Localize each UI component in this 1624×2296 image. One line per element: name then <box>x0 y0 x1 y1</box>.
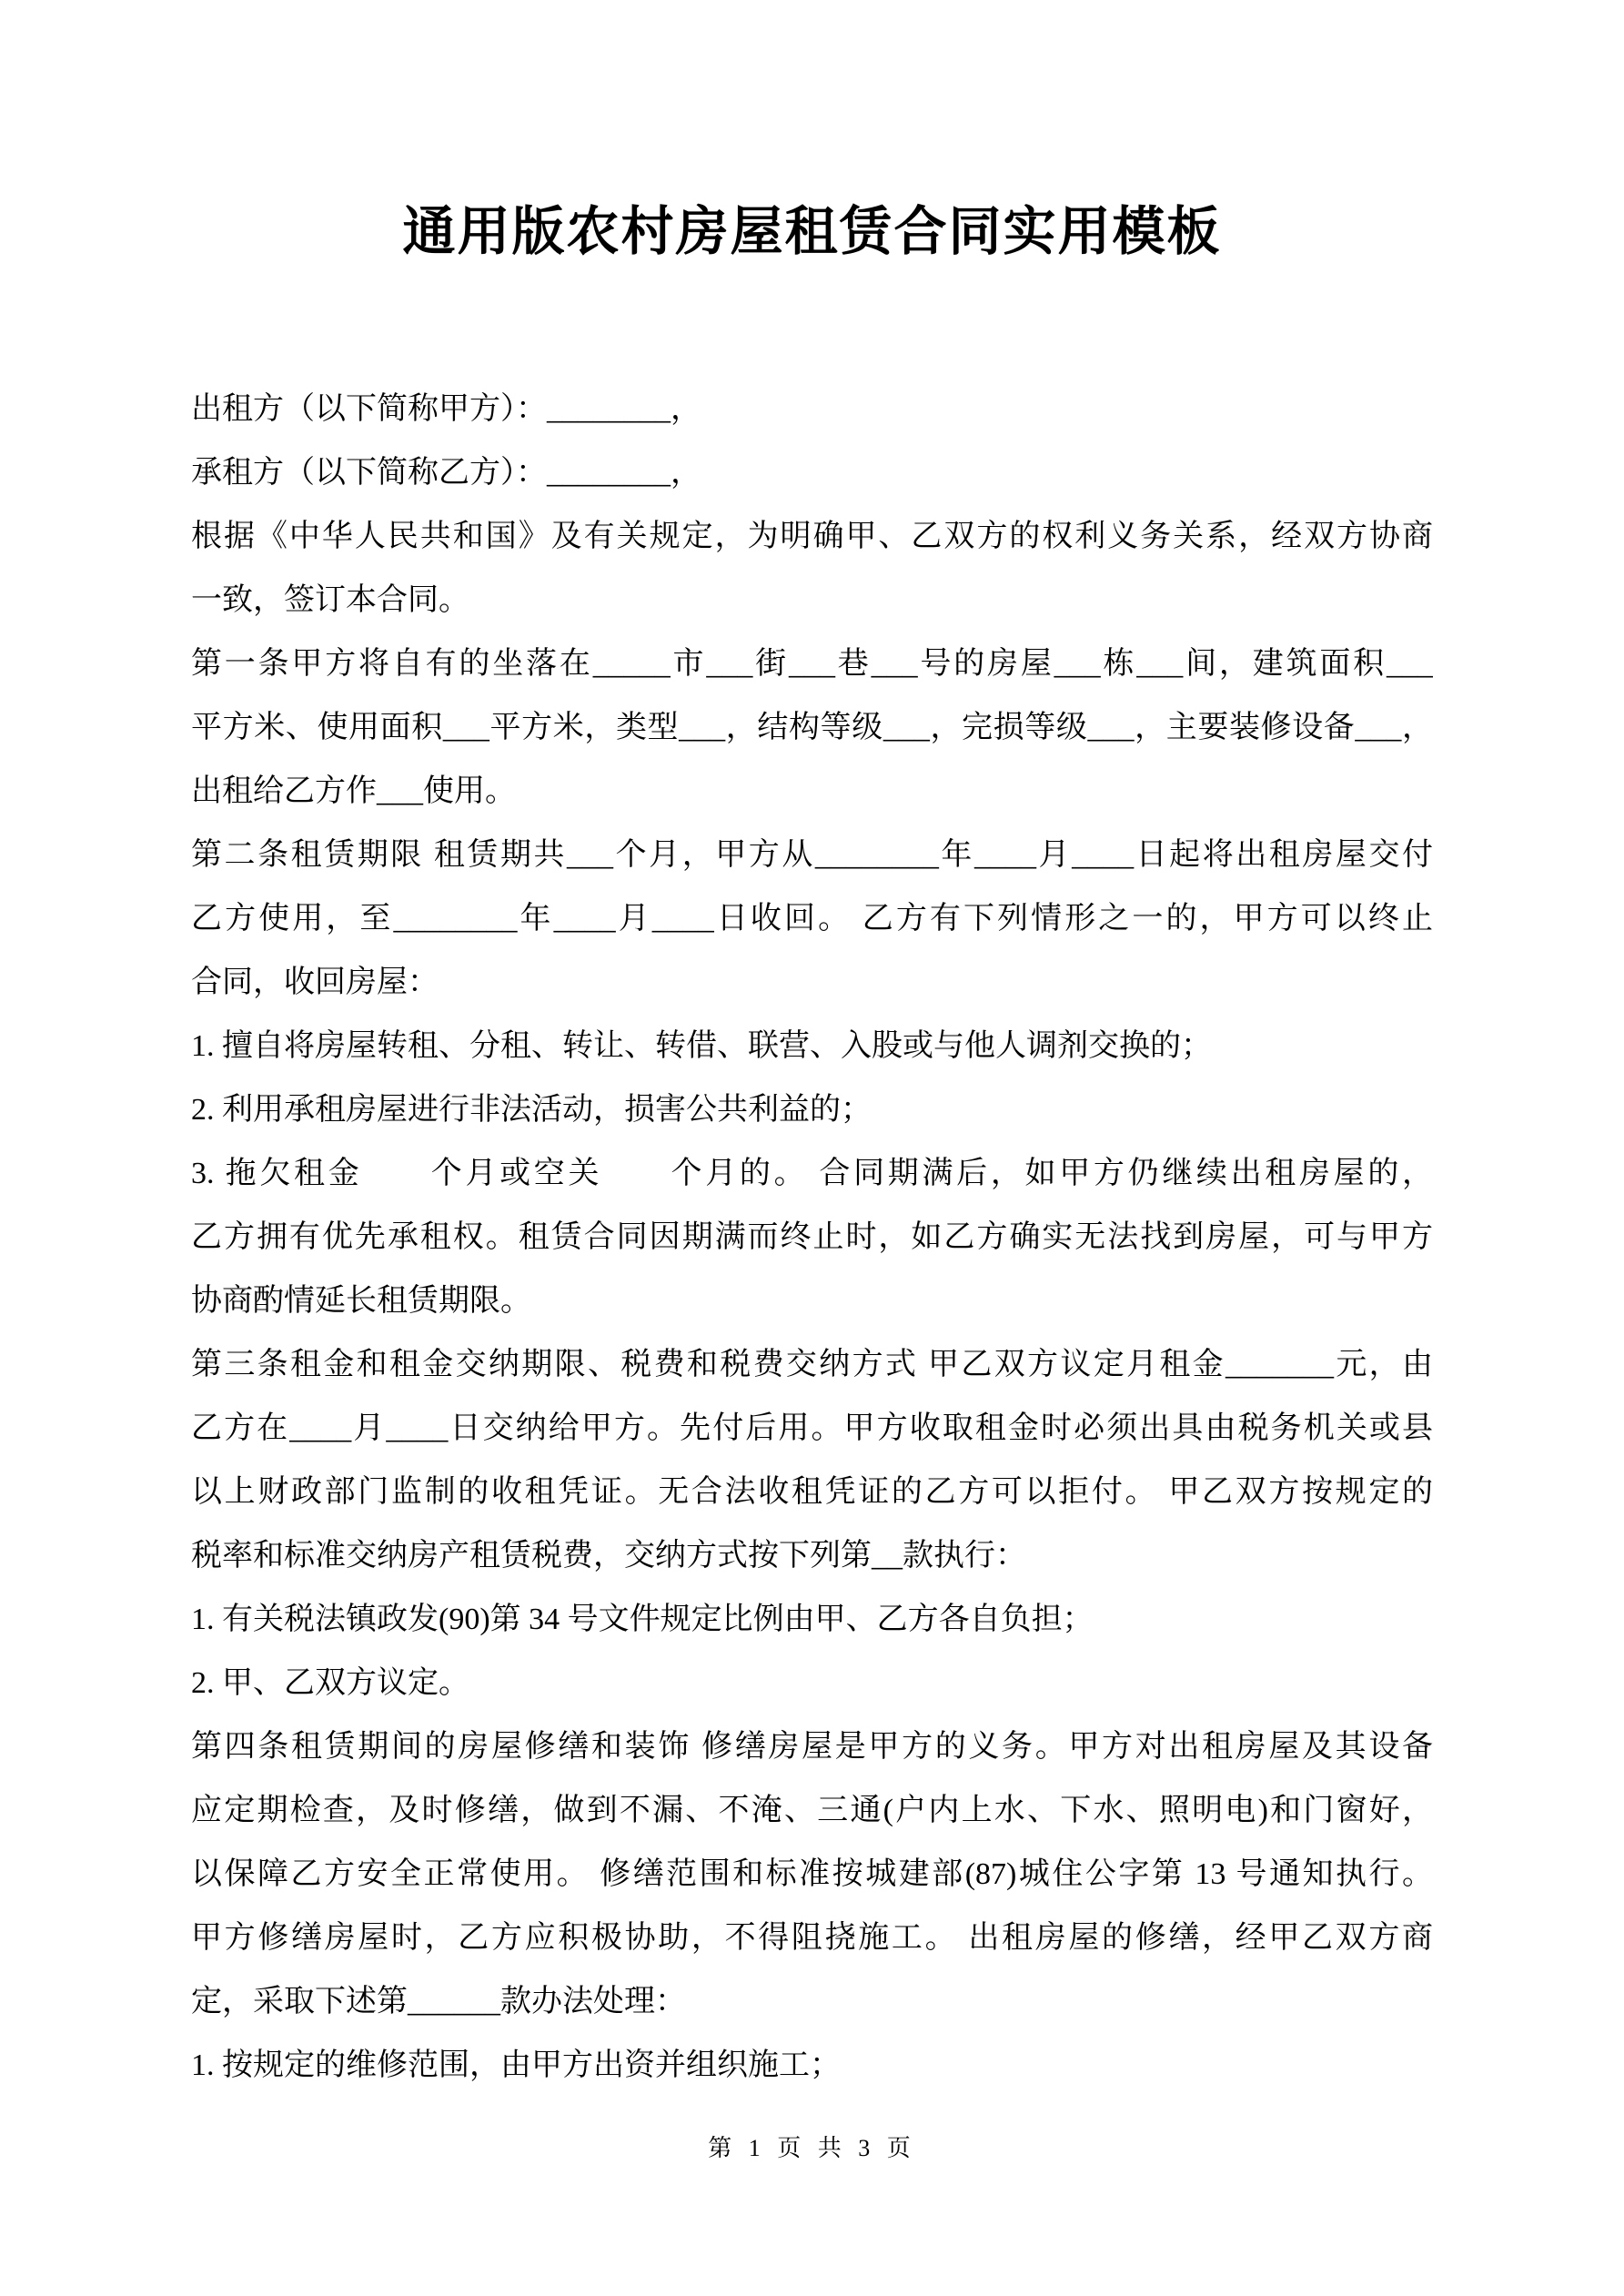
contract-line: 1. 有关税法镇政发(90)第 34 号文件规定比例由甲、乙方各自负担； <box>191 1603 1094 1636</box>
contract-line: 2. 甲、乙双方议定。 <box>191 1666 469 1700</box>
contract-line: 1. 按规定的维修范围，由甲方出资并组织施工； <box>191 2048 841 2082</box>
contract-line: 第四条租赁期间的房屋修缮和装饰 修缮房屋是甲方的义务。甲方对出租房屋及其设备 <box>191 1730 1433 1764</box>
contract-line: 甲方修缮房屋时，乙方应积极协助，不得阻挠施工。 出租房屋的修缮，经甲乙双方商 <box>191 1921 1433 1955</box>
contract-line: 第三条租金和租金交纳期限、税费和税费交纳方式 甲乙双方议定月租金_______元，由 <box>191 1348 1433 1381</box>
contract-line: 出租方（以下简称甲方）：________， <box>191 392 701 426</box>
contract-line: 定，采取下述第______款办法处理： <box>191 1985 686 2018</box>
contract-line: 乙方使用，至________年____月____日收回。 乙方有下列情形之一的，甲方可以终止 <box>191 902 1433 936</box>
document-title: 通用版农村房屋租赁合同实用模板 <box>402 202 1222 261</box>
contract-line: 应定期检查，及时修缮，做到不漏、不淹、三通(户内上水、下水、照明电)和门窗好， <box>191 1794 1433 1827</box>
contract-line: 乙方拥有优先承租权。租赁合同因期满而终止时，如乙方确实无法找到房屋，可与甲方 <box>191 1220 1433 1254</box>
contract-line: 以上财政部门监制的收租凭证。无合法收租凭证的乙方可以拒付。 甲乙双方按规定的 <box>191 1475 1433 1509</box>
contract-line: 2. 利用承租房屋进行非法活动，损害公共利益的； <box>191 1093 872 1127</box>
contract-line: 第二条租赁期限 租赁期共___个月，甲方从________年____月____日起将出租房屋交付 <box>191 838 1433 872</box>
contract-line: 乙方在____月____日交纳给甲方。先付后用。甲方收取租金时必须出具由税务机关或县 <box>191 1411 1433 1445</box>
contract-line: 第一条甲方将自有的坐落在_____市___街___巷___号的房屋___栋___间，建筑面积___ <box>191 647 1433 681</box>
contract-line: 协商酌情延长租赁期限。 <box>191 1284 531 1318</box>
contract-line: 以保障乙方安全正常使用。 修缮范围和标准按城建部(87)城住公字第 13 号通知执行。 <box>191 1857 1433 1891</box>
contract-line: 根据《中华人民共和国》及有关规定，为明确甲、乙双方的权利义务关系，经双方协商 <box>191 520 1433 553</box>
page-footer: 第 1 页 共 3 页 <box>708 2135 916 2161</box>
document-body <box>191 378 1433 2098</box>
contract-line: 合同，收回房屋： <box>191 966 439 999</box>
contract-line: 3. 拖欠租金 个月或空关 个月的。 合同期满后，如甲方仍继续出租房屋的， <box>191 1157 1433 1190</box>
contract-line: 税率和标准交纳房产租赁税费，交纳方式按下列第__款执行： <box>191 1539 1026 1573</box>
contract-line: 承租方（以下简称乙方）：________， <box>191 456 701 490</box>
contract-line: 一致，签订本合同。 <box>191 583 469 617</box>
contract-line: 平方米、使用面积___平方米，类型___，结构等级___，完损等级___，主要装修设备___， <box>191 711 1433 744</box>
contract-line: 1. 擅自将房屋转租、分租、转让、转借、联营、入股或与他人调剂交换的； <box>191 1029 1212 1063</box>
contract-line: 出租给乙方作___使用。 <box>191 774 516 808</box>
